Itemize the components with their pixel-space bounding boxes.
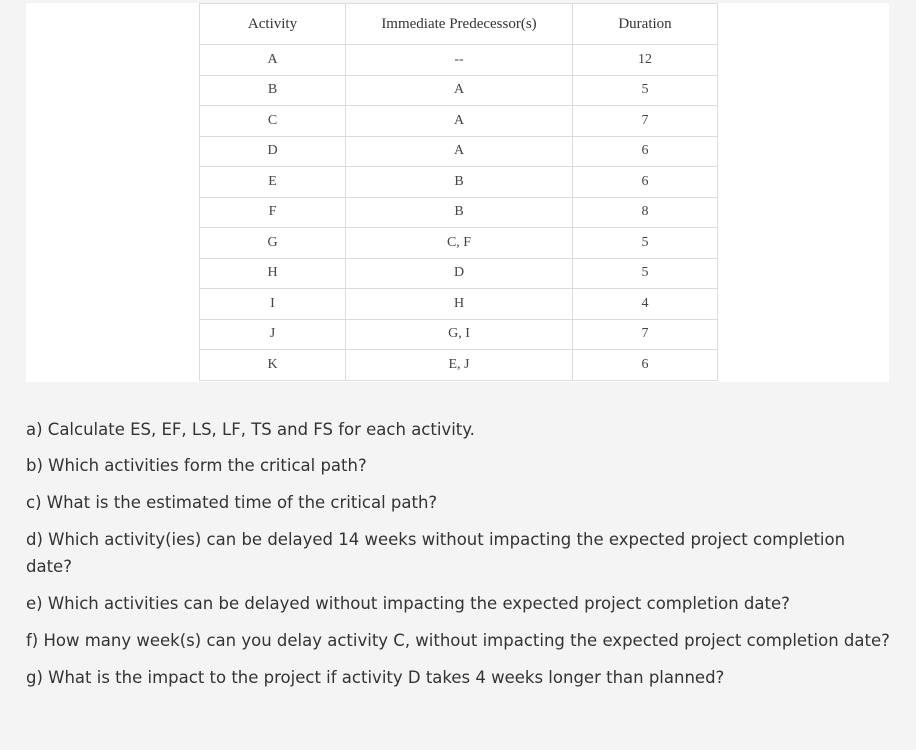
cell-duration: 7 [573,106,718,137]
cell-duration: 5 [573,258,718,289]
cell-activity: C [200,106,346,137]
question-e: e) Which activities can be delayed without impacting the expected project completion date? [26,594,790,613]
cell-duration: 6 [573,136,718,167]
cell-duration: 7 [573,319,718,350]
cell-predecessors: A [346,136,573,167]
table-row [200,167,718,198]
activity-table [199,3,718,381]
header-activity: Activity [200,4,346,45]
table-body [200,45,718,381]
table-row [200,228,718,259]
cell-predecessors: A [346,106,573,137]
table-row [200,197,718,228]
cell-activity: B [200,75,346,106]
question-d: d) Which activity(ies) can be delayed 14 weeks without impacting the expected project completion date? [26,530,846,576]
table-row [200,258,718,289]
question-f: f) How many week(s) can you delay activity C, without impacting the expected project completion date? [26,631,890,650]
cell-duration: 4 [573,289,718,320]
table-row [200,136,718,167]
cell-duration: 12 [573,45,718,76]
cell-activity: I [200,289,346,320]
table-row [200,350,718,381]
cell-activity: A [200,45,346,76]
cell-predecessors: D [346,258,573,289]
cell-activity: K [200,350,346,381]
cell-duration: 6 [573,167,718,198]
cell-predecessors: H [346,289,573,320]
header-duration: Duration [573,4,718,45]
table-row [200,75,718,106]
question-c: c) What is the estimated time of the critical path? [26,493,438,512]
table-row [200,106,718,137]
table-panel [26,3,889,382]
header-predecessors: Immediate Predecessor(s) [346,4,573,45]
table-row [200,319,718,350]
cell-predecessors: A [346,75,573,106]
table-row [200,289,718,320]
cell-activity: J [200,319,346,350]
cell-predecessors: -- [346,45,573,76]
cell-predecessors: G, I [346,319,573,350]
cell-duration: 6 [573,350,718,381]
cell-predecessors: C, F [346,228,573,259]
cell-activity: E [200,167,346,198]
cell-activity: G [200,228,346,259]
cell-duration: 5 [573,228,718,259]
cell-duration: 5 [573,75,718,106]
cell-activity: D [200,136,346,167]
table-row [200,45,718,76]
cell-predecessors: B [346,197,573,228]
table-header-row [200,4,718,45]
cell-duration: 8 [573,197,718,228]
questions-list [26,416,896,701]
question-a: a) Calculate ES, EF, LS, LF, TS and FS for each activity. [26,420,475,439]
question-b: b) Which activities form the critical path? [26,456,367,475]
cell-activity: H [200,258,346,289]
cell-predecessors: B [346,167,573,198]
cell-activity: F [200,197,346,228]
question-g: g) What is the impact to the project if activity D takes 4 weeks longer than planned? [26,668,725,687]
cell-predecessors: E, J [346,350,573,381]
